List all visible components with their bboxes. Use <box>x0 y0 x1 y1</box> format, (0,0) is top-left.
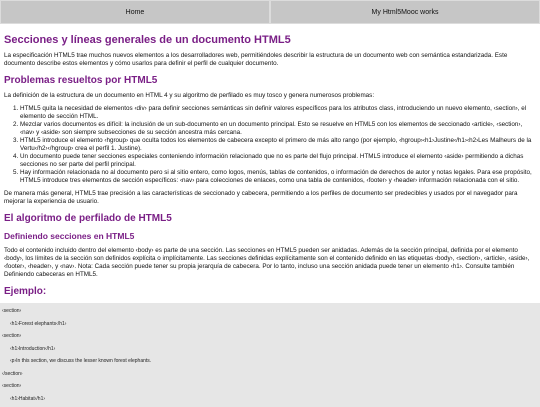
code-line: ‹p›In this section, we discuss the lesser known forest elephants. <box>10 358 152 365</box>
intro-paragraph: La especificación HTML5 trae muchos nuevos elementos a los desarrolladores web, permitiéndoles describir la estructura de un documento web con semántica estandarizada. Este documento describe estos elementos y cómo usarlos para definir el perfil de cualquier documento. <box>4 52 508 67</box>
example-heading: Ejemplo: <box>4 286 47 297</box>
problems-outro: De manera más general, HTML5 trae precisión a las características de seccionado y cabecera, permitiendo a los perfiles de documento ser predecibles y usados por el navegador para mejorar la experiencia de usuario. <box>4 190 518 205</box>
sections-paragraph: Todo el contenido incluido dentro del elemento ‹body› es parte de una sección. Las secciones en HTML5 pueden ser anidadas. Además de la sección principal, definida por el elemento ‹body›, los límites de la sección son definidos explícita o implícitamente. Las secciones definidas explícitamente son el contenido definido en las etiquetas ‹body›, ‹section›, ‹article›, ‹aside›, ‹footer›, ‹header›, y ‹nav›. Nota: Cada sección puede tener su propia jerarquía de cabecera. Por lo tanto, incluso una sección anidada puede tener un elemento ‹h1›. Consulte también Definiendo cabeceras en HTML5. <box>4 247 530 278</box>
code-example <box>0 303 540 407</box>
top-nav <box>0 0 540 24</box>
code-line: ‹/section› <box>2 370 23 377</box>
nav-home-button[interactable]: Home <box>0 0 270 24</box>
problems-list <box>4 105 536 185</box>
algorithm-heading: El algoritmo de perfilado de HTML5 <box>4 213 172 224</box>
list-item: 1. HTML5 quita la necesidad de elementos ‹div› para definir secciones semánticas sin definir valores específicos para los atributos class, introduciendo un nuevo elemento, ‹section›, el elemento de sección HTML. <box>20 105 536 121</box>
list-item: 5. Hay información relacionada no al documento pero si al sitio entero, como logos, menús, tablas de contenidos, o información de derechos de autor y notas legales. Para ese propósito, HTML5 introduce tres elementos de sección específicos: ‹nav› para colecciones de enlaces, como una tabla de contenidos, ‹footer› y ‹header› información relacionada con el sitio. <box>20 169 536 185</box>
list-item: 3. HTML5 introduce el elemento ‹hgroup› que oculta todos los elementos de cabecera excepto el primero de más alto rango (por ejemplo, ‹hgroup›‹h1›Justine‹/h1›‹h2›Les Malheurs de la Vertu‹/h2›‹/hgroup› crea el perfil 1. Justine). <box>20 137 536 153</box>
sections-heading: Definiendo secciones en HTML5 <box>4 231 135 241</box>
main-content <box>0 24 540 407</box>
code-line: ‹section› <box>2 308 22 315</box>
list-item: 2. Mezclar varios documentos es difícil: la inclusión de un sub-documento en un documento principal. Esto se resuelve en HTML5 con los elementos de seccionado ‹article›, ‹section›, ‹nav› y ‹aside› son siempre subsecciones de su sección ancestra más cercana. <box>20 121 536 137</box>
page-title: Secciones y líneas generales de un documento HTML5 <box>4 34 291 46</box>
nav-works-button[interactable]: My Html5Mooc works <box>270 0 540 24</box>
list-item: 4. Un documento puede tener secciones especiales conteniendo información relacionado que no es parte del flujo principal. HTML5 introduce el elemento ‹aside› permitiendo a dichas secciones no ser parte del perfil principal. <box>20 153 536 169</box>
code-line: ‹h1›Introduction‹/h1› <box>10 345 56 352</box>
code-line: ‹section› <box>2 333 22 340</box>
code-line: ‹h1›Habitat‹/h1› <box>10 395 46 402</box>
code-line: ‹h1›Forest elephants‹/h1› <box>10 320 67 327</box>
problems-intro: La definición de la estructura de un documento en HTML 4 y su algoritmo de perfilado es muy tosco y genera numerosos problemas: <box>4 92 375 99</box>
problems-heading: Problemas resueltos por HTML5 <box>4 75 158 86</box>
code-line: ‹section› <box>2 383 22 390</box>
